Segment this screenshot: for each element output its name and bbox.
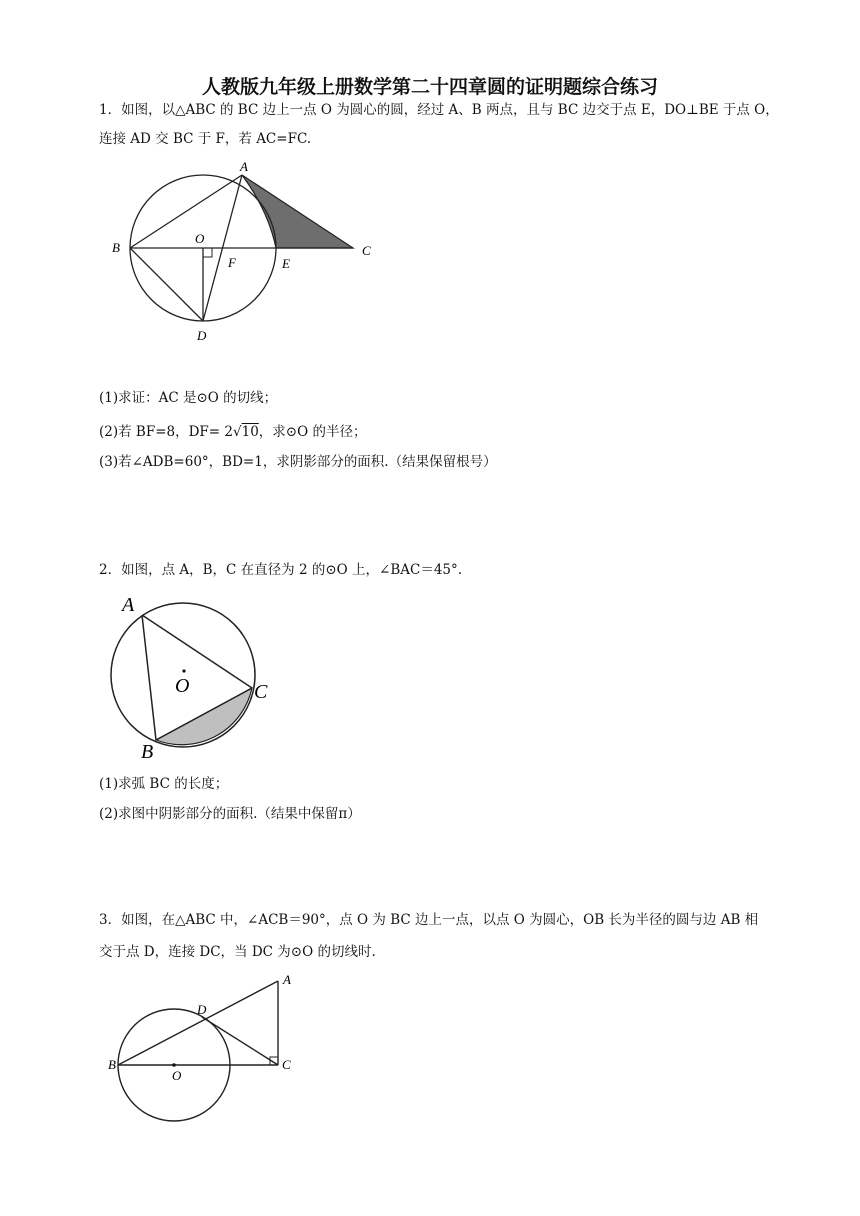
problem1-text-line1: 1．如图，以△ABC 的 BC 边上一点 O 为圆心的圆，经过 A、B 两点，且与 BC 边交于点 E，DO⊥BE 于点 O， (99, 102, 779, 118)
label-o: O (195, 231, 205, 246)
problem2-text-line1: 2．如图，点 A，B，C 在直径为 2 的⊙O 上，∠BAC＝45°. (99, 562, 463, 578)
center-dot (172, 1063, 176, 1067)
label-o: O (172, 1068, 182, 1083)
q2-suffix: ，求⊙O 的半径； (258, 424, 367, 440)
problem2-figure (100, 588, 300, 768)
label-c: C (362, 243, 371, 258)
label-a: A (283, 972, 291, 987)
problem2-question2: (2)求图中阴影部分的面积.（结果中保留π） (99, 806, 361, 822)
label-f: F (228, 255, 236, 270)
sqrt-sign: √ (233, 424, 242, 440)
q2-prefix: (2)若 BF=8，DF= 2 (99, 424, 233, 440)
label-d: D (197, 1002, 207, 1017)
label-b: B (141, 741, 154, 763)
label-b: B (108, 1057, 116, 1072)
center-dot (182, 669, 185, 672)
problem2-question1: (1)求弧 BC 的长度； (99, 776, 229, 792)
label-a: A (122, 594, 135, 616)
problem1-question3: (3)若∠ADB=60°，BD=1，求阴影部分的面积.（结果保留根号） (99, 454, 497, 470)
problem1-question2 (99, 422, 366, 442)
problem1-question1: (1)求证：AC 是⊙O 的切线； (99, 390, 278, 406)
problem3-figure (100, 968, 320, 1128)
problem1-figure (100, 160, 390, 350)
label-b: B (112, 240, 120, 255)
page-title: 人教版九年级上册数学第二十四章圆的证明题综合练习 (201, 76, 658, 98)
label-d: D (197, 328, 207, 343)
label-a: A (240, 160, 248, 174)
label-c: C (282, 1057, 291, 1072)
problem3-text-line2: 交于点 D，连接 DC，当 DC 为⊙O 的切线时. (99, 944, 376, 960)
shaded-region (242, 175, 353, 248)
label-o: O (175, 675, 190, 697)
label-e: E (282, 256, 290, 271)
sqrt-radicand: 10 (241, 424, 259, 440)
problem3-text-line1: 3．如图，在△ABC 中，∠ACB＝90°，点 O 为 BC 边上一点，以点 O 为圆心，OB 长为半径的圆与边 AB 相 (99, 912, 759, 928)
problem1-text-line2: 连接 AD 交 BC 于 F，若 AC=FC. (99, 131, 312, 147)
label-c: C (254, 681, 268, 703)
